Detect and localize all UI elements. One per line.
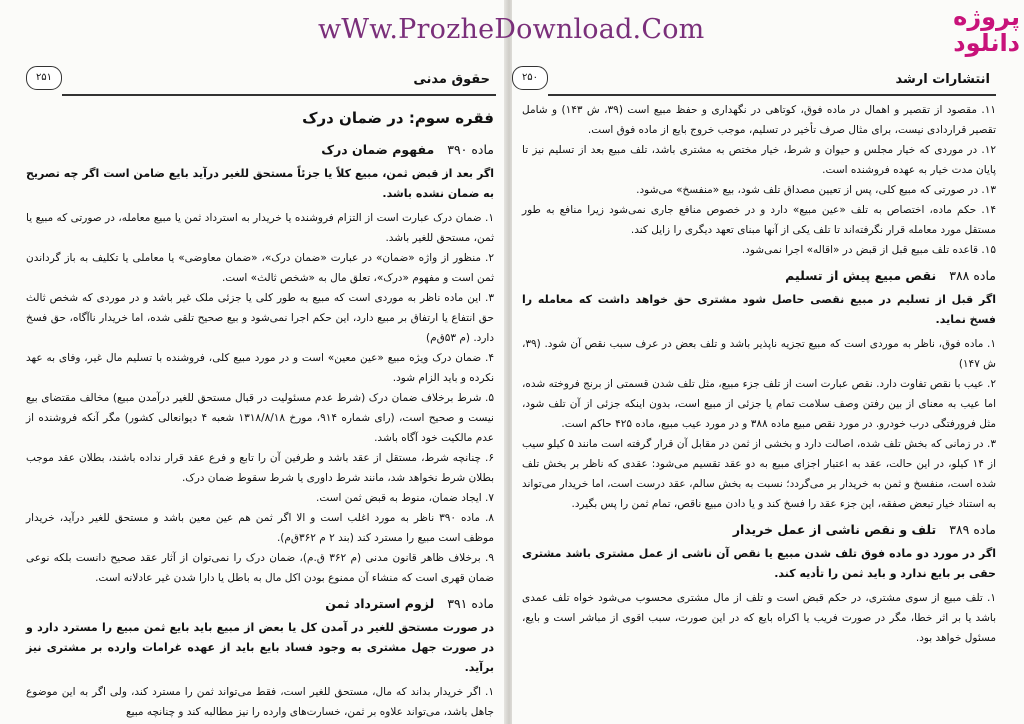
article-391-heading bbox=[26, 594, 494, 614]
article-389-lead: اگر در مورد دو ماده فوق تلف شدن مبیع یا نقص آن ناشی از عمل مشتری باشد مشتری حقی بر بایع ندارد و باید ثمن را تأدیه کند. bbox=[522, 547, 996, 580]
list-item: ۲. منظور از واژه «ضمان» در عبارت «ضمان درک»، «ضمان معاوضی» یا معاملی یا تکلیف به باز گرداندن ثمن است و مفهوم «درک»، تعلق مال به «شخص ثالث» است. bbox=[26, 252, 494, 284]
left-page-header bbox=[26, 66, 496, 96]
list-item: ۱۱. مقصود از تقصیر و اهمال در ماده فوق، کوتاهی در نگهداری و حفظ مبیع است (۳۹، ش ۱۴۳) و شامل تقصیر قراردادی نیست، برای مثال صرف تأخیر در تسلیم، موجب خروج بایع از ماده فوق است. bbox=[522, 104, 996, 136]
article-388-lead: اگر قبل از تسلیم در مبیع نقصی حاصل شود مشتری حق خواهد داشت که معامله را فسخ نماید. bbox=[522, 293, 996, 326]
article-389-label: ماده ۳۸۹ bbox=[949, 522, 996, 537]
site-logo bbox=[872, 4, 1020, 62]
left-page bbox=[0, 0, 506, 724]
logo-text: پروژه دانلود bbox=[953, 3, 1020, 57]
article-390-title: مفهوم ضمان درک bbox=[321, 142, 435, 157]
list-item: ۳. این ماده ناظر به موردی است که مبیع به طور کلی یا جزئی ملک غیر باشد و در موردی که شخص ثالث حق انتفاع یا ارتفاق بر مبیع دارد، این حکم اجرا نمی‌شود و بیع صحیح تلقی شده، اما خریدار ناآگاه، حق فسخ دارد. (م ۵۳ق‌م) bbox=[26, 292, 494, 344]
section-title: فقره سوم: در ضمان درک bbox=[302, 109, 494, 127]
list-item: ۱. اگر خریدار بداند که مال، مستحق للغیر است، فقط می‌تواند ثمن را مسترد کند، ولی اگر به این موضوع جاهل باشد، می‌تواند علاوه بر ثمن، خسارت‌های وارده را نیز مطالبه کند و چنانچه مبیع bbox=[26, 686, 494, 718]
article-390-lead: اگر بعد از قبض ثمن، مبیع کلاً یا جزئاً مستحق للغیر درآید بایع ضامن است اگر چه تصریح به ضمان نشده باشد. bbox=[26, 167, 494, 200]
list-item: ۶. چنانچه شرط، مستقل از عقد باشد و طرفین آن را تابع و فرع عقد قرار نداده باشند، بطلان عقد موجب بطلان شرط نخواهد شد، مانند شرط داوری یا شرط سقوط ضمان درک. bbox=[26, 452, 494, 484]
list-item: ۸. ماده ۳۹۰ ناظر به مورد اغلب است و الا اگر ثمن هم عین معین باشد و مستحق للغیر درآید، خریدار موظف است مبیع را مسترد کند (بند ۲ م ۳۶۲ق‌م). bbox=[26, 512, 494, 544]
article-391-label: ماده ۳۹۱ bbox=[447, 596, 494, 611]
list-item: ۱۳. در صورتی که مبیع کلی، پس از تعیین مصداق تلف شود، بیع «منفسخ» می‌شود. bbox=[636, 184, 996, 196]
list-item: ۷. ایجاد ضمان، منوط به قبض ثمن است. bbox=[316, 492, 494, 504]
right-page-number: ۲۵۰ bbox=[512, 66, 548, 90]
right-header-title: انتشارات ارشد bbox=[895, 72, 990, 87]
article-390-label: ماده ۳۹۰ bbox=[447, 142, 494, 157]
list-item: ۹. برخلاف ظاهر قانون مدنی (م ۳۶۲ ق.م)، ضمان درک را نمی‌توان از آثار عقد صحیح دانست بلکه نوعی ضمان قهری است که منشاء آن ممنوع بودن اکل مال به باطل یا دارا شدن غیر عادلانه است. bbox=[26, 552, 494, 584]
article-390-heading bbox=[26, 140, 494, 160]
right-text-column bbox=[522, 100, 996, 648]
article-388-heading bbox=[522, 266, 996, 286]
left-text-column bbox=[26, 102, 494, 722]
article-388-label: ماده ۳۸۸ bbox=[949, 268, 996, 283]
right-page-header bbox=[512, 66, 996, 96]
article-391-lead: در صورت مستحق للغیر در آمدن کل یا بعض از مبیع باید بایع ثمن مبیع را مسترد دارد و در صورت جهل مشتری به وجود فساد بایع باید از عهده غرامات وارده بر مشتری نیز برآید. bbox=[26, 621, 494, 674]
article-389-heading bbox=[522, 520, 996, 540]
list-item: ۲. عیب با نقص تفاوت دارد. نقص عبارت است از تلف جزء مبیع، مثل تلف شدن قسمتی از برنج فروخته شده، اما عیب به معنای از بین رفتن وصف سلامت تمام یا جزئی از مبیع است، بدون اینکه جزئی از آن تلف شود، مثل فرورفتگی درب خودرو. در مورد نقص مبیع ماده ۳۸۸ و در مورد عیب مبیع، ماده ۴۲۵ حاکم است. bbox=[522, 378, 996, 430]
left-page-number: ۲۵۱ bbox=[26, 66, 62, 90]
list-item: ۱۵. قاعده تلف مبیع قبل از قبض در «اقاله» اجرا نمی‌شود. bbox=[741, 244, 996, 256]
list-item: ۱۴. حکم ماده، اختصاص به تلف «عین مبیع» دارد و در خصوص منافع جاری نمی‌شود زیرا منافع به طور مستقل مورد معامله قرار نگرفته‌اند تا تلف یکی از آنها مبنای تعهد دیگری را زایل کند. bbox=[522, 204, 996, 236]
list-item: ۴. ضمان درک ویژه مبیع «عین معین» است و در مورد مبیع کلی، فروشنده با تسلیم مال غیر، وفای به عهد نکرده و باید الزام شود. bbox=[26, 352, 494, 384]
right-page bbox=[512, 0, 1024, 724]
right-header-rule bbox=[548, 94, 996, 96]
list-item: ۱۲. در موردی که خیار مجلس و حیوان و شرط، خیار مختص به مشتری باشد، تلف مبیع بعد از تسلیم نیز تا پایان مدت خیار به عهده فروشنده است. bbox=[522, 144, 996, 176]
article-389-title: تلف و نقص ناشی از عمل خریدار bbox=[732, 522, 937, 537]
article-388-title: نقص مبیع پیش از تسلیم bbox=[785, 268, 937, 283]
list-item: ۱. ضمان درک عبارت است از التزام فروشنده یا خریدار به استرداد ثمن یا مبیع معامله، در صورتی که مبیع یا ثمن، مستحق للغیر باشد. bbox=[26, 212, 494, 244]
list-item: ۱. تلف مبیع از سوی مشتری، در حکم قبض است و تلف از مال مشتری محسوب می‌شود خواه تلف عمدی باشد یا بر اثر خطا، مگر در صورت فریب یا اکراه بایع که در این صورت، سبب اقوی از مباشر است و بایع، مسئول خواهد بود. bbox=[522, 592, 996, 644]
list-item: ۵. شرط برخلاف ضمان درک (شرط عدم مسئولیت در قبال مستحق للغیر درآمدن مبیع) مخالف مقتضای بیع نیست و صحیح است، (رای شماره ۹۱۴، مورخ ۱۳۱۸/۸/۱۸ شعبه ۴ دیوانعالی کشور) مگر آنکه فروشنده از عدم مالکیت خود آگاه باشد. bbox=[26, 392, 494, 444]
watermark-url: wWw.ProzheDownload.Com bbox=[318, 14, 705, 45]
list-item: ۱. ماده فوق، ناظر به موردی است که مبیع تجزیه ناپذیر باشد و تلف بعض در عرف سبب نقص آن شود. (۳۹، ش ۱۴۷) bbox=[522, 338, 996, 370]
article-391-title: لزوم استرداد ثمن bbox=[325, 596, 435, 611]
list-item: ۳. در زمانی که بخش تلف شده، اصالت دارد و بخشی از ثمن در مقابل آن قرار گرفته است مانند ۵ کیلو سیب از ۱۴ کیلو، در این حالت، عقد به اعتبار اجزای مبیع به دو عقد تقسیم می‌شود: عقدی که ناظر بر بخش تلف شده است، منفسخ و ثمن به خریدار بر می‌گردد؛ نسبت به بخش سالم، عقد درست است، اما خریدار می‌تواند به استناد خیار تبعض صفقه، این جزء عقد را فسخ کند و یا دادن مبیع ناقص، تمام ثمن را پس بگیرد. bbox=[522, 438, 996, 510]
left-header-title: حقوق مدنی bbox=[413, 72, 490, 87]
left-header-rule bbox=[62, 94, 496, 96]
